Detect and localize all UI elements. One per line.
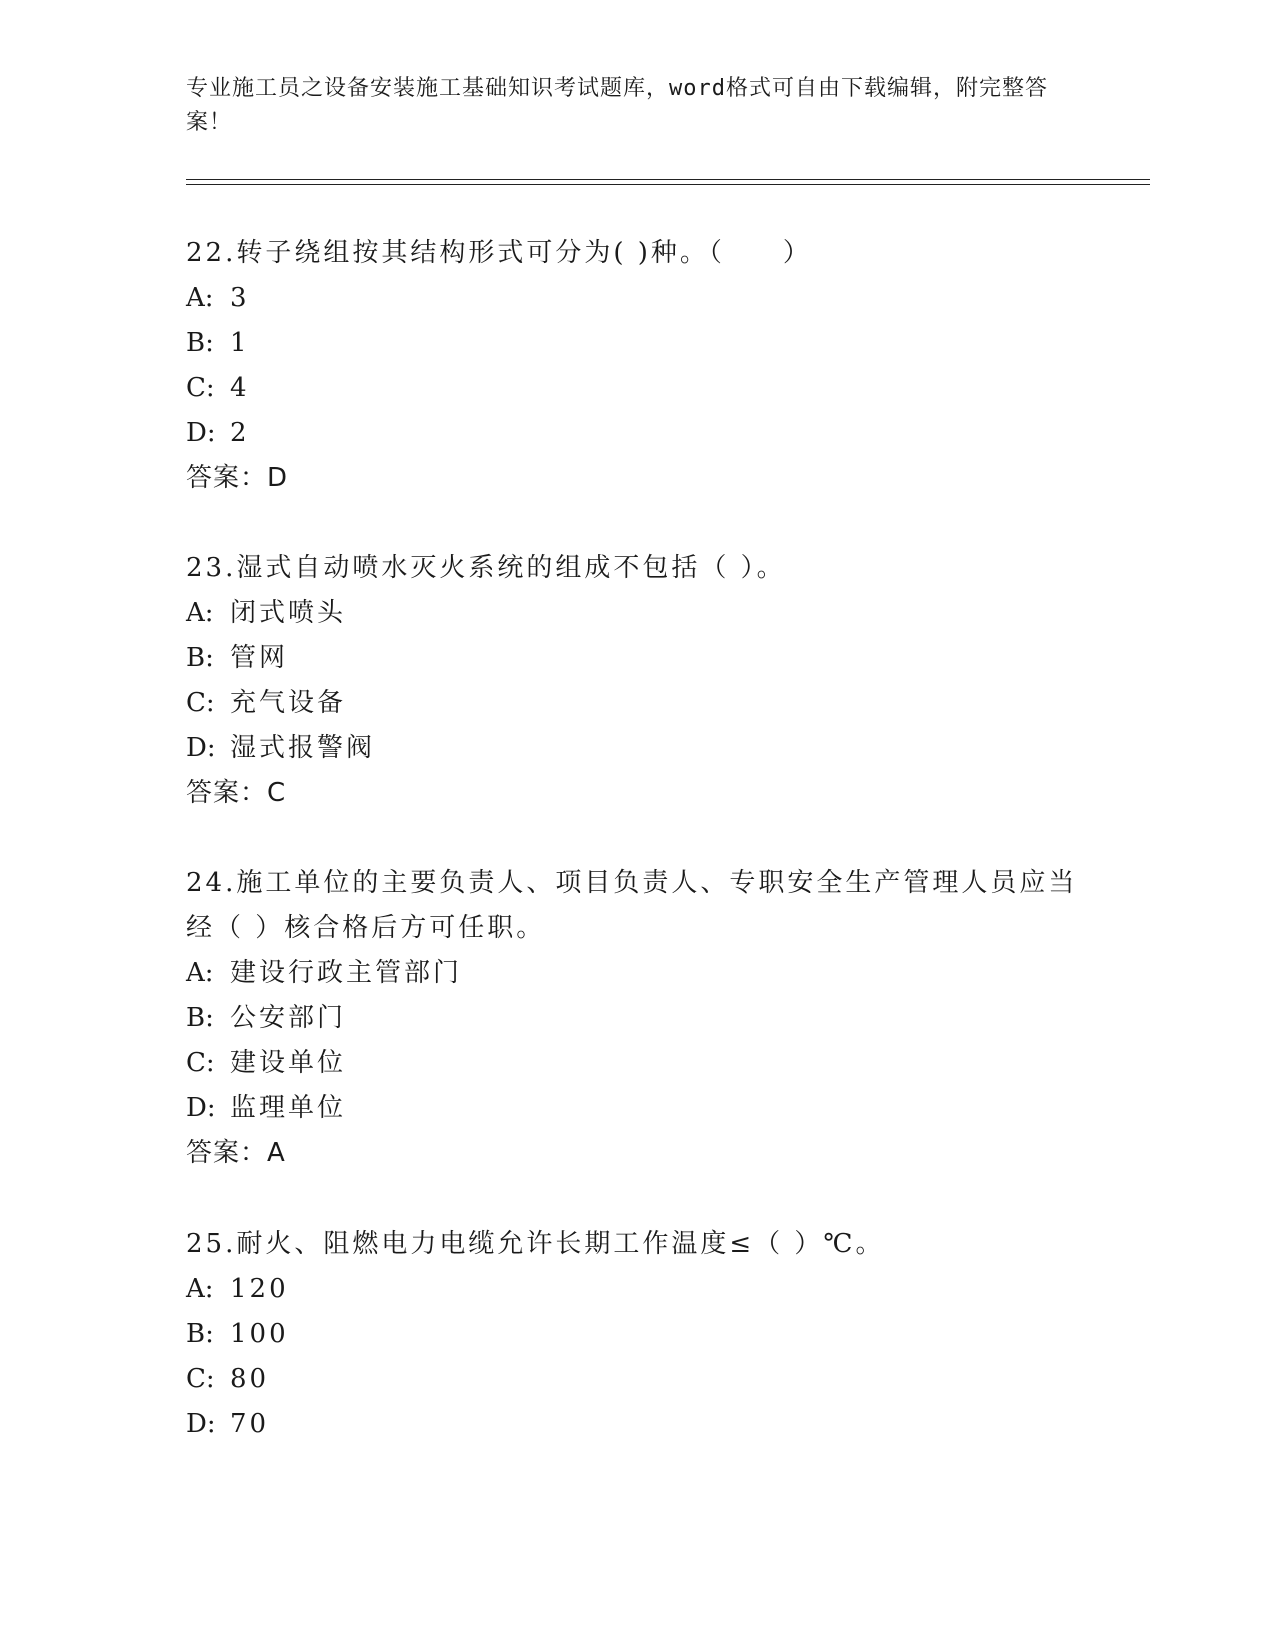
option-key: A: <box>186 283 214 313</box>
answer-label: 答案： <box>186 778 268 808</box>
question-25 <box>186 1222 1086 1447</box>
option-value: 管网 <box>230 643 289 673</box>
option-key: C: <box>186 1048 215 1078</box>
option-key: B: <box>186 328 214 358</box>
option-key: D: <box>186 1409 216 1439</box>
question-23 <box>186 546 1086 816</box>
option-a <box>186 951 1086 996</box>
answer-line <box>186 771 1086 816</box>
question-text: 22.转子绕组按其结构形式可分为( )种。（ ） <box>186 238 812 268</box>
document-header <box>186 72 1086 140</box>
option-value: 建设单位 <box>230 1048 347 1078</box>
option-c <box>186 1041 1086 1086</box>
option-value: 3 <box>230 283 250 313</box>
option-key: C: <box>186 688 215 718</box>
answer-value: A <box>267 1138 286 1168</box>
option-d <box>186 1402 1086 1447</box>
option-key: D: <box>186 733 216 763</box>
answer-label: 答案： <box>186 1138 268 1168</box>
question-24 <box>186 861 1086 1176</box>
option-key: D: <box>186 1093 216 1123</box>
option-key: B: <box>186 1319 214 1349</box>
option-key: A: <box>186 1274 214 1304</box>
option-value: 4 <box>230 373 250 403</box>
option-c <box>186 366 1086 411</box>
option-key: D: <box>186 418 216 448</box>
option-value: 2 <box>230 418 250 448</box>
option-key: A: <box>186 598 214 628</box>
option-a <box>186 1267 1086 1312</box>
option-b <box>186 321 1086 366</box>
option-value: 闭式喷头 <box>230 598 347 628</box>
option-value: 70 <box>230 1409 270 1439</box>
option-d <box>186 411 1086 456</box>
option-key: B: <box>186 643 214 673</box>
option-a <box>186 276 1086 321</box>
option-key: A: <box>186 958 214 988</box>
question-text: 23.湿式自动喷水灭火系统的组成不包括（ ）。 <box>186 553 786 583</box>
option-value: 1 <box>230 328 250 358</box>
option-value: 80 <box>230 1364 270 1394</box>
option-value: 120 <box>230 1274 289 1304</box>
option-value: 公安部门 <box>230 1003 347 1033</box>
option-a <box>186 591 1086 636</box>
option-b <box>186 1312 1086 1357</box>
option-value: 建设行政主管部门 <box>230 958 463 988</box>
header-divider-bottom <box>186 184 1150 185</box>
answer-value: C <box>267 778 287 808</box>
question-text: 25.耐火、阻燃电力电缆允许长期工作温度≤（ ）℃。 <box>186 1229 885 1259</box>
answer-line <box>186 1131 1086 1176</box>
option-key: C: <box>186 1364 215 1394</box>
option-value: 监理单位 <box>230 1093 347 1123</box>
answer-value: D <box>267 463 289 493</box>
option-value: 100 <box>230 1319 289 1349</box>
option-b <box>186 996 1086 1041</box>
option-b <box>186 636 1086 681</box>
option-c <box>186 1357 1086 1402</box>
option-key: C: <box>186 373 215 403</box>
header-divider-top <box>186 179 1150 180</box>
option-d <box>186 726 1086 771</box>
option-key: B: <box>186 1003 214 1033</box>
answer-label: 答案： <box>186 463 268 493</box>
option-value: 湿式报警阀 <box>230 733 376 763</box>
option-c <box>186 681 1086 726</box>
question-22 <box>186 231 1086 501</box>
answer-line <box>186 456 1086 501</box>
option-value: 充气设备 <box>230 688 347 718</box>
option-d <box>186 1086 1086 1131</box>
question-text: 24.施工单位的主要负责人、项目负责人、专职安全生产管理人员应当经（ ）核合格后方可任职。 <box>186 868 1078 943</box>
header-title: 专业施工员之设备安装施工基础知识考试题库，word格式可自由下载编辑，附完整答案！ <box>186 76 1048 135</box>
